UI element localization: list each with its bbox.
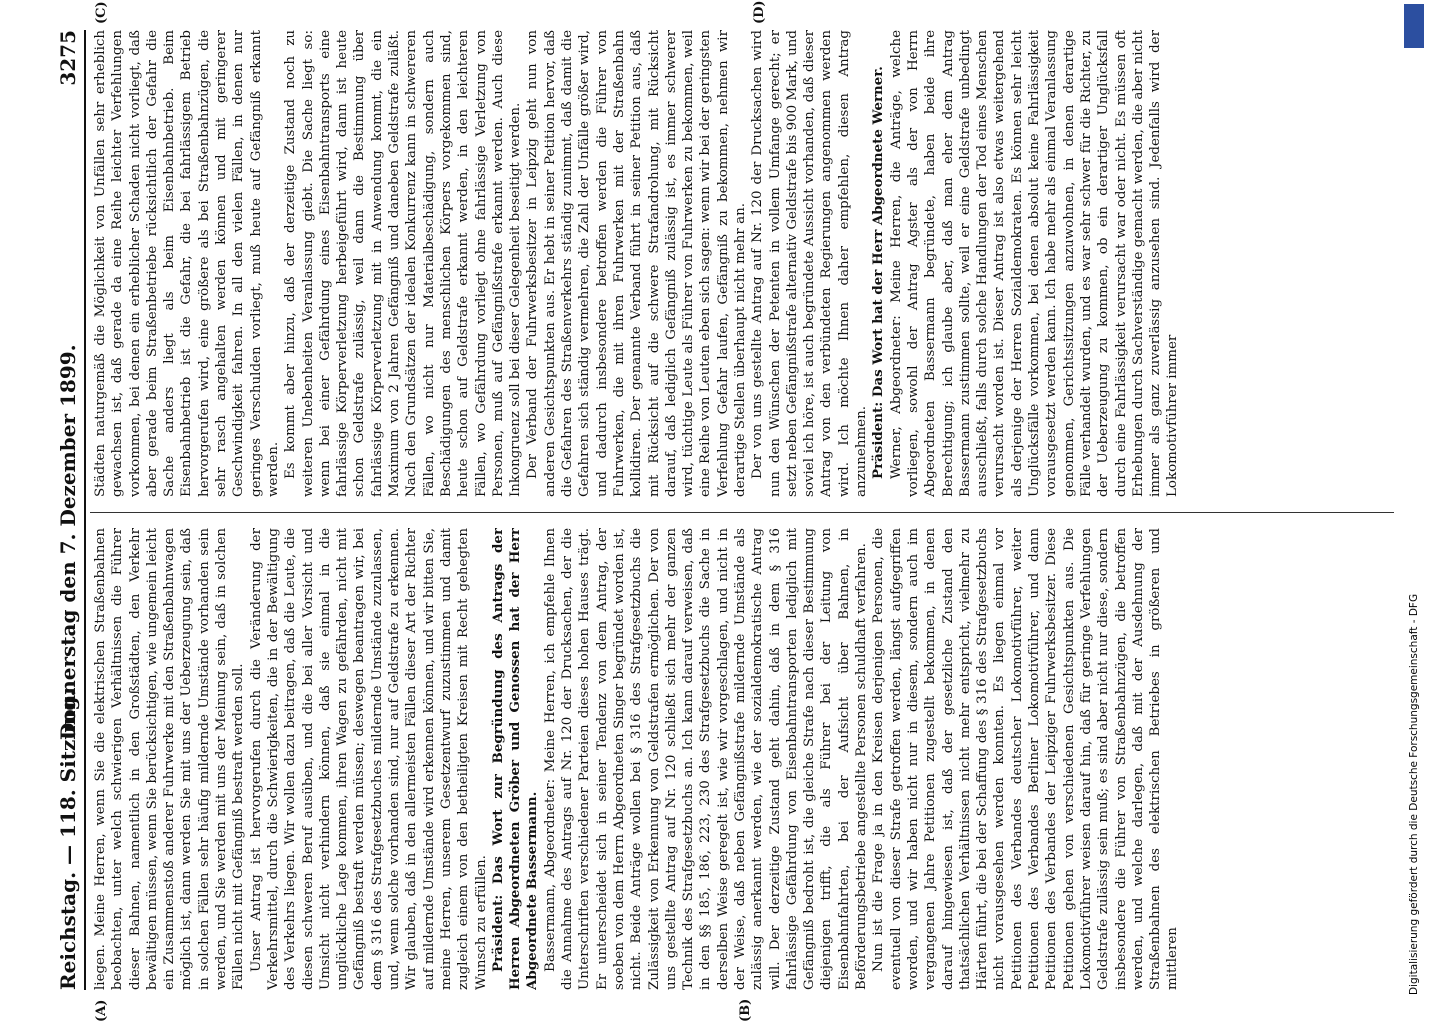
rotated-page [50,0,1410,1022]
paragraph: Bassermann, Abgeordneter: Meine Herren, ich empfehle Ihnen die Annahme des Antrags auf Nr. 120 der Drucksachen, der die Unterschriften verschiedener Parteien dieses hohen Hauses trägt. Er unterscheidet sich in seiner Tendenz von dem Antrag, der soeben von dem Herrn Abgeordneten Singer begründet worden ist, nicht. Beide Anträge wollen bei § 316 des Strafgesetzbuchs die Zulässigkeit von Erkennung von Geldstrafen ermöglichen. Der von uns gestellte Antrag auf Nr. 120 schließt sich mehr der ganzen Technik des Strafgesetzbuchs an. Ich kann darauf verweisen, daß in den §§ 185, 186, 223, 230 des Strafgesetzbuchs die Sache in derselben Weise geregelt ist, wie wir vorgeschlagen, und nicht in der Weise, daß neben Gefängnißstrafe mildernde Umstände als zulässig anerkannt werden, wie der sozialdemokratische Antrag will. Der derzeitige Zustand geht dahin, daß in dem § 316 fahrlässige Gefährdung von Eisenbahntransporten lediglich mit Gefängniß bedroht ist, die gleiche Strafe nach dieser Bestimmung diejenigen trifft, die als Führer bei der Leitung von Eisenbahnfahrten, bei der Aufsicht über Bahnen, in Beförderungsbetriebe angestellte Personen schuldhaft verfahren. [542,528,870,990]
paragraph: Präsident: Das Wort zur Begründung des Antrags der Herren Abgeordneten Gröber und Genossen hat der Herr Abgeordnete Bassermann. [489,528,541,990]
page-header [50,30,86,990]
margin-marker-a: (A) [94,999,109,1022]
margin-marker-b: (B) [738,998,753,1022]
digitization-credit: Digitalisierung gefördert durch die Deutsche Forschungsgemeinschaft - DFG [1408,593,1420,995]
dfg-logo [1404,4,1424,48]
paragraph: Nun ist die Frage ja in den Kreisen derjenigen Personen, die eventuell von dieser Strafe getroffen werden, längst aufgegriffen worden, und wir haben nicht nur in diesem, sondern auch im vergangenen Jahre Petitionen zugestellt bekommen, in denen darauf hingewiesen ist, daß der gesetzliche Zustand den thatsächlichen Verhältnissen nicht mehr entspricht, vielmehr zu Härten führt, die bei der Schaffung des § 316 des Strafgesetzbuchs nicht vorausgesehen werden konnten. Es liegen einmal vor Petitionen des Verbandes deutscher Lokomotivführer, weiter Petitionen des Verbandes Berliner Lokomotivführer, und dann Petitionen des Verbandes der Leipziger Fuhrwerksbesitzer. Diese Petitionen gehen von verschiedenen Gesichtspunkten aus. Die Lokomotivführer weisen darauf hin, daß für geringe Verfehlungen Geldstrafe zulässig sein muß; es sind aber nicht nur diese, sondern insbesondere die Führer von Straßenbahnzügen, die betroffen werden, und welche darlegen, daß mit der Ausdehnung der Straßenbahnen des elektrischen Betriebes in größeren und mittleren [871,528,1181,990]
header-date: Donnerstag den 7. Dezember 1899. [56,344,80,740]
paragraph: Der von uns gestellte Antrag auf Nr. 120 der Drucksachen wird nun den Wünschen der Petenten in vollem Umfange gerecht; er setzt neben Gefängnißstrafe alternativ Geldstrafe bis 900 Mark, und soviel ich höre, ist auch begründete Aussicht vorhanden, daß dieser Antrag von den verbündeten Regierungen angenommen werden wird. Ich möchte Ihnen daher empfehlen, diesen Antrag anzunehmen. [750,30,870,497]
paragraph: Unser Antrag ist hervorgerufen durch die Veränderung der Verkehrsmittel, durch die Schwierigkeiten, die in der Bewältigung des Verkehrs liegen. Wir wollen dazu beitragen, daß die Leute, die diesen schweren Beruf ausüben, und die bei aller Vorsicht und Umsicht nicht verhindern können, daß sie einmal in die unglückliche Lage kommen, ihren Wagen zu gefährden, nicht mit Gefängniß bestraft werden müssen; deswegen beantragen wir, bei dem § 316 des Strafgesetzbuches mildernde Umstände zuzulassen, und, wenn solche vorhanden sind, nur auf Geldstrafe zu erkennen. Wir glauben, daß in den allermeisten Fällen dieser Art der Richter auf mildernde Umstände wird erkennen können, und wir bitten Sie, meine Herren, unserem Gesetzentwurf zuzustimmen und damit zugleich einem von den betheiligten Kreisen mit Recht gehegten Wunsch zu erfüllen. [248,528,489,990]
margin-marker-c: (C) [94,1,109,24]
paragraph: Präsident: Das Wort hat der Herr Abgeordnete Werner. [870,66,887,479]
digitization-credit-strip [1394,0,1434,1000]
left-column [92,528,1402,990]
margin-marker-d: (D) [752,0,767,24]
column-divider [90,512,1400,513]
paragraph: Werner, Abgeordneter: Meine Herren, die Anträge, welche vorliegen, sowohl der Antrag Agster als der von Herrn Abgeordneten Bassermann begründete, haben beide ihre Berechtigung; ich glaube aber, daß man eher dem Antrag Bassermann zustimmen sollte, weil er eine Geldstrafe unbedingt ausschließt, falls durch solche Handlungen der Tod eines Menschen verursacht worden ist. Dieser Antrag ist also etwas weitergehend als derjenige der Herren Sozialdemokraten. Es können sehr leicht Unglücksfälle vorkommen, bei denen absolut keine Fahrlässigkeit vorausgesetzt werden kann. Ich habe mehr als einmal Veranlassung genommen, Gerichtssitzungen anzuwohnen, in denen derartige Fälle verhandelt wurden, und es war sehr schwer für die Richter, zu der Ueberzeugung zu kommen, ob ein derartiger Unglücksfall durch eine Fahrlässigkeit verursacht war oder nicht. Es müssen oft Erhebungen durch Sachverständige gemacht werden, die aber nicht immer als ganz zuverlässig anzusehen sind. Jedenfalls wird der Lokomotivführer immer [888,30,1181,497]
paragraph: liegen. Meine Herren, wenn Sie die elektrischen Straßenbahnen beobachten, unter welch schwierigen Verhältnissen die Führer dieser Bahnen, namentlich in den Großstädten, den Verkehr bewältigen müssen, wenn Sie berücksichtigen, wie ungemein leicht ein Zusammenstoß anderer Fuhrwerke mit den Straßenbahnwagen möglich ist, dann werden Sie mit uns der Ueberzeugung sein, daß in solchen Fällen sehr häufig mildernde Umstände vorhanden sein werden, und Sie werden mit uns der Meinung sein, daß in solchen Fällen nicht mit Gefängniß bestraft werden soll. [93,528,247,990]
header-left: Reichstag. — 118. Sitzung. [56,689,80,990]
page-number: 3275 [56,30,80,86]
paragraph: Städten naturgemäß die Möglichkeit von Unfällen sehr erheblich gewachsen ist, daß gerade da eine Reihe leichter Verfehlungen vorkommen, bei denen ein erheblicher Schaden nicht vorliegt, daß aber gerade beim Straßenbetriebe rücksichtlich der Gefahr die Sache anders liegt als beim Eisenbahnbetrieb. Beim Eisenbahnbetrieb ist die Gefahr, die bei fahrlässigem Betrieb hervorgerufen wird, eine größere als bei Straßenbahnzügen, die sehr rasch angehalten werden können und mit geringerer Geschwindigkeit fahren. In all den vielen Fällen, in denen nur geringes Verschulden vorliegt, muß heute auf Gefängniß erkannt werden. [93,30,281,497]
paragraph: Es kommt aber hinzu, daß der derzeitige Zustand noch zu weiteren Unebenheiten Veranlassung giebt. Die Sache liegt so: wenn bei einer Gefährdung eines Eisenbahntransports eine fahrlässige Körperverletzung herbeigeführt wird, dann ist heute schon Geldstrafe zulässig, weil dann die Bestimmung über fahrlässige Körperverletzung mit in Anwendung kommt, die ein Maximum von 2 Jahren Gefängniß und daneben Geldstrafe zuläßt. Nach den Grundsätzen der idealen Konkurrenz kann in schwereren Fällen, wo nicht nur Materialbeschädigung, sondern auch Beschädigungen des menschlichen Körpers vorgekommen sind, heute schon auf Geldstrafe erkannt werden, in den leichteren Fällen, wo Gefährdung vorliegt ohne fahrlässige Verletzung von Personen, muß auf Gefängnißstrafe erkannt werden. Auch diese Inkongruenz soll bei dieser Gelegenheit beseitigt werden. [283,30,524,497]
paragraph: Der Verband der Fuhrwerksbesitzer in Leipzig geht nun von anderen Gesichtspunkten aus. Er hebt in seiner Petition hervor, daß die Gefahren des Straßenverkehrs ständig zunimmt, daß damit die Gefahren sich ständig vermehren, die Zahl der Unfälle größer wird, und dadurch insbesondere betroffen werden die Führer von Fuhrwerken, die mit ihren Fuhrwerken mit der Straßenbahn kollidiren. Der genannte Verband führt in seiner Petition aus, daß mit Rücksicht auf die schwere Strafandrohung, mit Rücksicht darauf, daß lediglich Gefängniß zulässig ist, es immer schwerer wird, tüchtige Leute als Führer von Fuhrwerken zu bekommen, weil eine Reihe von Leuten eben sich sagen: wenn wir bei der geringsten Verfehlung Gefahr laufen, Gefängniß zu bekommen, nehmen wir derartige Stellen überhaupt nicht mehr an. [525,30,748,497]
right-column [92,30,1402,497]
